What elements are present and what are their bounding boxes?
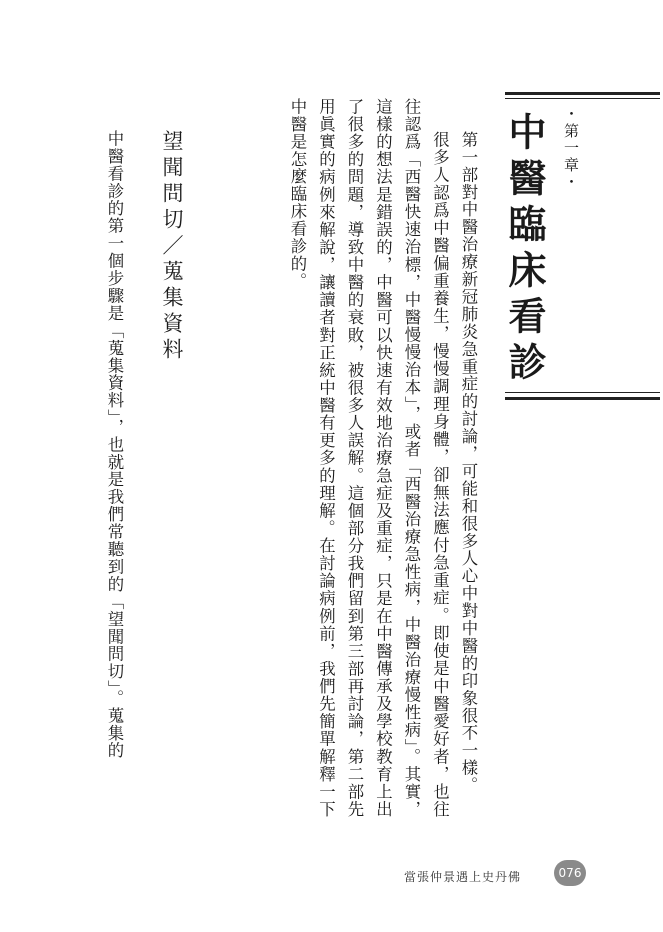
chapter-body-text	[210, 98, 482, 818]
chapter-bottom-rule	[505, 397, 660, 400]
running-footer-book-title: 當張仲景遇上史丹佛	[404, 870, 522, 884]
chapter-top-rule-thin	[505, 98, 660, 99]
section-paragraph: 中醫看診的第一個步驟是「蒐集資料」，也就是我們常聽到的「望聞問切」。蒐集的	[105, 130, 124, 760]
page-number-badge: 076	[554, 860, 586, 886]
chapter-number-label: ・第一章・	[562, 106, 580, 191]
body-paragraph: 第一部對中醫治療新冠肺炎急重症的討論，可能和很多人心中對中醫的印象很不一樣。	[459, 130, 478, 794]
chapter-bottom-rule-thin	[505, 392, 660, 393]
body-paragraph: 很多人認爲中醫偏重養生，慢慢調理身體，卻無法應付急重症。即使是中醫愛好者，也往往認爲「西醫快速治標，中醫慢慢治本」，或者「西醫治療急性病，中醫治療慢性病」。其實，這樣的想法是錯誤的，中醫可以快速有效地治療急症及重症，只是在中醫傳承及學校教育上出了很多的問題，導致中醫的衰敗，被很多人誤解。這個部分我們留到第三部再討論，第二部先用眞實的病例來解說，讓讀者對正統中醫有更多的理解。在討論病例前，我們先簡單解釋一下中醫是怎麼臨床看診的。	[288, 98, 450, 818]
section-heading: 望聞問切／蒐集資料	[160, 130, 184, 364]
chapter-top-rule	[505, 92, 660, 95]
section-body-text	[86, 130, 128, 820]
chapter-title: 中醫臨床看診	[502, 112, 546, 388]
